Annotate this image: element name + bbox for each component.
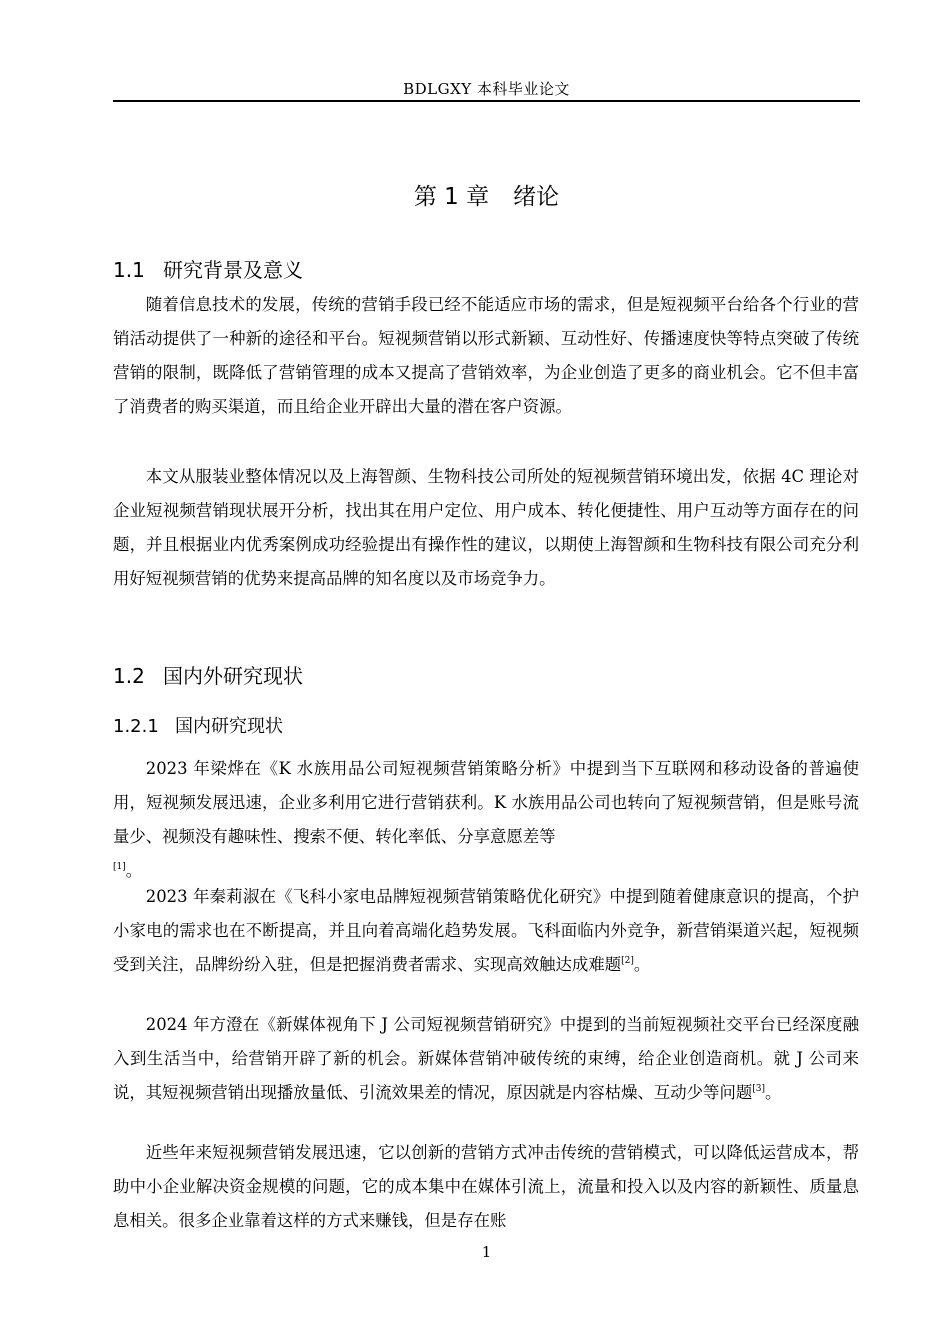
subsection-heading-1-2-1 [113,712,283,738]
paragraph: 随着信息技术的发展，传统的营销手段已经不能适应市场的需求，但是短视频平台给各个行业的营销活动提供了一种新的途径和平台。短视频营销以形式新颖、互动性好、传播速度快等特点突破了传统营销的限制，既降低了营销管理的成本又提高了营销效率，为企业创造了更多的商业机会。它不但丰富了消费者的购买渠道，而且给企业开辟出大量的潜在客户资源。 [113,295,859,416]
page-number: 1 [481,1243,492,1261]
subsection-title: 国内研究现状 [175,716,283,737]
paragraph-text: 2023 年秦莉淑在《飞科小家电品牌短视频营销策略优化研究》中提到随着健康意识的提高，个护小家电的需求也在不断提高，并且向着高端化趋势发展。飞科面临内外竞争，新营销渠道兴起，短视频受到关注，品牌纷纷入驻，但是把握消费者需求、实现高效触达成难题 [113,887,859,974]
section-title: 国内外研究现状 [163,664,303,688]
section-title: 研究背景及意义 [163,258,303,282]
running-header: BDLGXY 本科毕业论文 [403,80,570,98]
paragraph-text: 2024 年方澄在《新媒体视角下 J 公司短视频营销研究》中提到的当前短视频社交平台已经深度融入到生活当中，给营销开辟了新的机会。新媒体营销冲破传统的束缚，给企业创造商机。就 J 公司来说，其短视频营销出现播放量低、引流效果差的情况，原因就是内容枯燥、互动少等问题 [113,1015,859,1102]
header-rule [113,100,860,102]
section-number: 1.2 [113,664,145,688]
section-number: 1.1 [113,258,145,282]
section-heading-1-1 [113,254,303,283]
chapter-title [113,178,860,211]
subsection-number: 1.2.1 [113,716,159,737]
paragraph [113,752,859,888]
paragraph-text: 2023 年梁烨在《K 水族用品公司短视频营销策略分析》中提到当下互联网和移动设备的普遍使用，短视频发展迅速，企业多利用它进行营销获利。K 水族用品公司也转向了短视频营销，但是账号流量少、视频没有趣味性、搜索不便、转化率低、分享意愿差等 [113,759,859,846]
citation-ref: [3] [752,1084,765,1094]
paragraph: 本文从服装业整体情况以及上海智颜、生物科技公司所处的短视频营销环境出发，依据 4C 理论对企业短视频营销现状展开分析，找出其在用户定位、用户成本、转化便捷性、用户互动等方面存在的问题，并且根据业内优秀案例成功经验提出有操作性的建议，以期使上海智颜和生物科技有限公司充分利用好短视频营销的优势来提高品牌的知名度以及市场竞争力。 [113,467,859,588]
chapter-label: 第 1 章 [413,184,490,210]
section-heading-1-2 [113,660,303,689]
paragraph [113,1008,859,1110]
citation-ref: [2] [621,956,634,966]
paragraph-tail: 。 [125,861,143,880]
paragraph: 近些年来短视频营销发展迅速，它以创新的营销方式冲击传统的营销模式，可以降低运营成本，帮助中小企业解决资金规模的问题，它的成本集中在媒体引流上，流量和投入以及内容的新颖性、质量息息相关。很多企业靠着这样的方式来赚钱，但是存在账 [113,1143,859,1230]
citation-ref: [1] [113,862,126,872]
paragraph-tail: 。 [764,1083,782,1102]
paragraph [113,880,859,982]
chapter-name: 绪论 [513,184,560,210]
paragraph-tail: 。 [633,955,651,974]
